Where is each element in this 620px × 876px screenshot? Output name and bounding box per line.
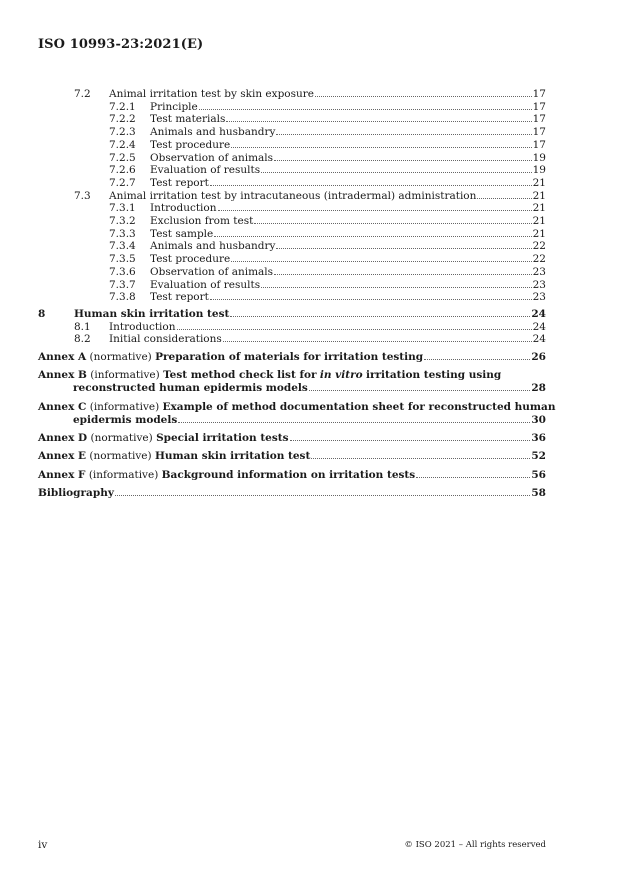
annex-label: Annex A [38, 351, 87, 363]
toc-entry-bibliography[interactable] [38, 487, 546, 500]
dot-leader [261, 172, 531, 173]
toc-entry-page: 24 [532, 321, 546, 333]
toc-entry-title: Test report [150, 291, 209, 304]
toc-entry-number: 7.2.1 [109, 100, 136, 113]
toc-entry-number: 8.1 [74, 321, 91, 333]
toc-entry-title: Test procedure [150, 253, 231, 266]
toc-entry-title: Animals and husbandry [150, 126, 276, 139]
dot-leader [223, 341, 532, 342]
dot-leader [214, 236, 531, 237]
toc-entry-number: 7.2.3 [109, 126, 136, 139]
dot-leader [309, 390, 531, 391]
toc-entry-clause-8[interactable] [0, 308, 620, 321]
toc-entry-page: 19 [532, 151, 546, 164]
toc-entry[interactable] [0, 228, 620, 241]
toc-entry[interactable] [0, 279, 620, 292]
toc-entry[interactable] [0, 253, 620, 266]
toc-entry-page: 23 [532, 278, 546, 291]
toc-entry-page: 21 [532, 189, 546, 202]
toc-entry-number: 7.2.5 [109, 151, 136, 164]
dot-leader [115, 495, 530, 496]
toc-entry-title: Human skin irritation test [74, 308, 230, 320]
dot-leader [477, 198, 531, 199]
toc-entry-title: Test materials [150, 113, 226, 126]
toc-entry[interactable] [0, 139, 620, 152]
toc-entry[interactable] [0, 177, 620, 190]
toc-entry-number: 8.2 [74, 333, 91, 345]
toc-entry-title: Animal irritation test by intracutaneous (intradermal) administration [109, 189, 477, 202]
toc-entry-number: 7.3.4 [109, 240, 136, 253]
toc-entry-number: 7.2.6 [109, 164, 136, 177]
annex-title-line2: epidermis models [73, 414, 178, 426]
annex-label: Annex F [38, 469, 86, 481]
dot-leader [274, 160, 532, 161]
toc-entry-annex-e[interactable] [38, 450, 546, 463]
toc-entry-number: 7.3.8 [109, 291, 136, 304]
toc-entry-title: Animals and husbandry [150, 240, 276, 253]
annex-label: Annex D [38, 432, 88, 444]
toc-entry-page: 24 [531, 308, 546, 320]
toc-entry-page: 23 [532, 265, 546, 278]
annex-title-line2: reconstructed human epidermis models [73, 382, 308, 394]
dot-leader [210, 299, 532, 300]
toc-entry-number: 7.3.6 [109, 265, 136, 278]
toc-entry-page: 28 [531, 382, 546, 394]
toc-entry-annex-a[interactable] [38, 351, 546, 364]
toc-entry-title: Animal irritation test by skin exposure [109, 88, 314, 100]
annex-label: Annex B [38, 369, 87, 381]
dot-leader [315, 96, 532, 97]
toc-entry-title: Evaluation of results [150, 164, 261, 177]
dot-leader [290, 440, 531, 441]
annex-type: (normative) [89, 351, 152, 363]
toc-entry-page: 23 [532, 291, 546, 304]
toc-entry[interactable] [0, 190, 620, 203]
toc-entry-page: 58 [531, 487, 546, 499]
toc-entry-annex-c[interactable] [38, 401, 556, 427]
toc-entry[interactable] [0, 126, 620, 139]
dot-leader [424, 359, 530, 360]
annex-title: Test method check list for [163, 369, 317, 381]
dot-leader [311, 458, 530, 459]
annex-type: (informative) [89, 401, 160, 413]
page-number: iv [38, 839, 48, 851]
toc-entry-title: Observation of animals [150, 265, 274, 278]
dot-leader [254, 223, 531, 224]
annex-title-cont: irritation testing using [365, 369, 502, 381]
toc-entry-page: 21 [532, 176, 546, 189]
toc-entry-page: 17 [532, 100, 546, 113]
toc-entry-annex-f[interactable] [38, 469, 546, 482]
toc-entry-page: 26 [531, 351, 546, 363]
toc-entry-title: Principle [150, 100, 198, 113]
annex-title: Preparation of materials for irritation testing [155, 351, 424, 363]
toc-entry-number: 7.2.2 [109, 113, 136, 126]
toc-entry[interactable] [0, 113, 620, 126]
toc-entry-number: 7.3.3 [109, 227, 136, 240]
dot-leader [177, 329, 532, 330]
toc-entry-number: 7.2 [74, 88, 91, 100]
toc-entry[interactable] [0, 88, 620, 101]
annex-label: Annex E [38, 450, 87, 462]
toc-entry-number: 7.3.1 [109, 202, 136, 215]
toc-entry-page: 17 [532, 138, 546, 151]
toc-entry-number: 7.2.7 [109, 176, 136, 189]
toc-entry-title: Exclusion from test [150, 215, 254, 227]
toc-entry[interactable] [0, 164, 620, 177]
toc-entry-title: Introduction [150, 202, 217, 215]
toc-entry-page: 21 [532, 202, 546, 215]
toc-entry-number: 7.2.4 [109, 138, 136, 151]
toc-entry-title: Test report [150, 176, 209, 189]
toc-entry-annex-d[interactable] [38, 432, 546, 445]
dot-leader [226, 121, 531, 122]
toc-entry-page: 17 [532, 88, 546, 100]
toc-entry-number: 7.3.2 [109, 215, 136, 227]
copyright-notice: © ISO 2021 – All rights reserved [404, 840, 546, 850]
toc-entry[interactable] [0, 101, 620, 114]
annex-type: (informative) [88, 469, 159, 481]
toc-entry-number: 7.3 [74, 189, 91, 202]
toc-entry[interactable] [0, 215, 620, 228]
bibliography-title: Bibliography [38, 487, 114, 499]
toc-entry-title: Test sample [150, 227, 214, 240]
toc-entry[interactable] [0, 152, 620, 165]
annex-type: (informative) [90, 369, 160, 381]
annex-title: Example of method documentation sheet for reconstructed human [162, 401, 556, 413]
dot-leader [276, 248, 531, 249]
toc-entry-number: 7.3.7 [109, 278, 136, 291]
toc-entry-page: 56 [531, 469, 546, 481]
toc-entry-title: Introduction [109, 321, 176, 333]
toc-entry-number: 7.3.5 [109, 253, 136, 266]
toc-entry-title: Evaluation of results [150, 278, 261, 291]
toc-entry-page: 21 [532, 227, 546, 240]
dot-leader [276, 134, 531, 135]
dot-leader [416, 477, 530, 478]
document-header: ISO 10993-23:2021(E) [38, 37, 204, 52]
toc-entry-page: 30 [531, 414, 546, 426]
toc-entry-page: 36 [531, 432, 546, 444]
toc-entry-page: 22 [532, 240, 546, 253]
toc-entry-annex-b[interactable] [38, 369, 546, 395]
toc-entry-number: 8 [38, 308, 46, 320]
toc-entry-page: 52 [531, 450, 546, 462]
dot-leader [210, 185, 532, 186]
toc-entry-page: 24 [532, 333, 546, 345]
dot-leader [231, 147, 531, 148]
toc-entry-page: 19 [532, 164, 546, 177]
dot-leader [231, 261, 531, 262]
dot-leader [178, 422, 530, 423]
toc-entry[interactable] [0, 240, 620, 253]
annex-title: Human skin irritation test [154, 450, 311, 462]
dot-leader [261, 287, 531, 288]
annex-title: Background information on irritation tests [161, 469, 416, 481]
annex-type: (normative) [89, 450, 152, 462]
toc-entry-8-2[interactable] [0, 333, 620, 346]
toc-entry-page: 17 [532, 126, 546, 139]
toc-entry-page: 17 [532, 113, 546, 126]
toc-entry-title: Initial considerations [109, 333, 222, 345]
annex-title: Special irritation tests [156, 432, 289, 444]
toc-entry-title: Observation of animals [150, 151, 274, 164]
toc-entry[interactable] [0, 266, 620, 279]
annex-type: (normative) [90, 432, 153, 444]
toc-entry[interactable] [0, 202, 620, 215]
toc-entry-title: Test procedure [150, 138, 231, 151]
dot-leader [199, 109, 532, 110]
toc-entry-page: 21 [532, 215, 546, 227]
annex-label: Annex C [38, 401, 87, 413]
toc-entry[interactable] [0, 291, 620, 304]
dot-leader [218, 210, 532, 211]
toc-entry-page: 22 [532, 253, 546, 266]
dot-leader [230, 316, 530, 317]
dot-leader [274, 274, 532, 275]
annex-title-italic: in vitro [319, 369, 363, 381]
